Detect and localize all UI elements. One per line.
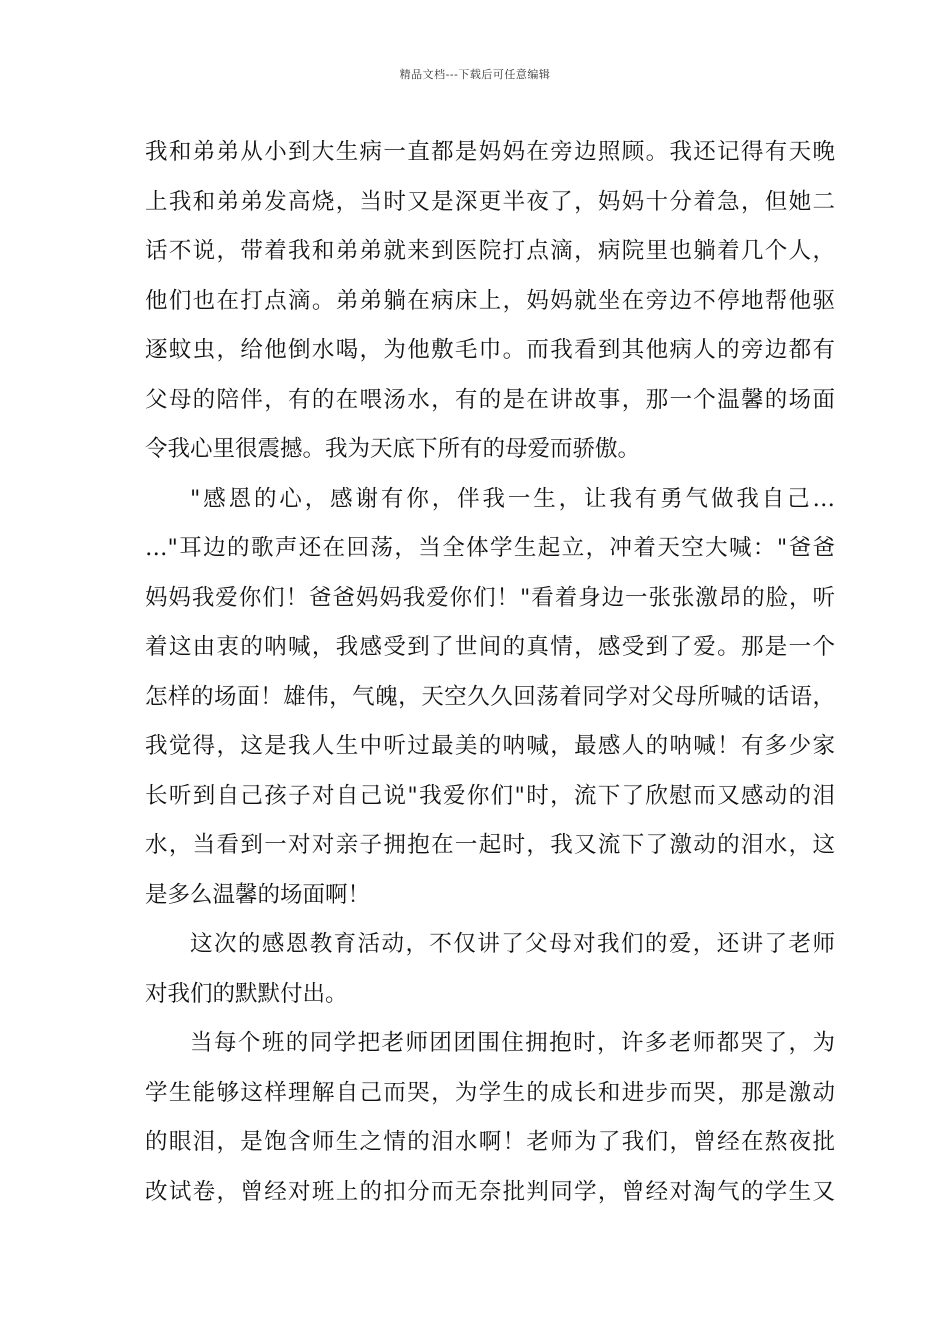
text-line: 水，当看到一对对亲子拥抱在一起时，我又流下了激动的泪水，这: [145, 832, 835, 858]
text-line: 这次的感恩教育活动，不仅讲了父母对我们的爱，还讲了老师: [190, 931, 835, 957]
text-line: 怎样的场面！雄伟，气魄，天空久久回荡着同学对父母所喊的话语，: [145, 683, 835, 710]
text-line: 改试卷，曾经对班上的扣分而无奈批判同学，曾经对淘气的学生又: [145, 1178, 835, 1205]
text-line: 是多么温馨的场面啊！: [145, 881, 371, 908]
text-line: 的眼泪，是饱含师生之情的泪水啊！老师为了我们，曾经在熬夜批: [145, 1129, 835, 1155]
text-line: 着这由衷的呐喊，我感受到了世间的真情，感受到了爱。那是一个: [145, 634, 835, 660]
paragraph: [145, 920, 835, 1019]
text-line: 当每个班的同学把老师团团围住拥抱时，许多老师都哭了，为: [190, 1030, 835, 1056]
text-line: 长听到自己孩子对自己说"我爱你们"时，流下了欣慰而又感动的泪: [145, 782, 835, 809]
text-line: 上我和弟弟发高烧，当时又是深更半夜了，妈妈十分着急，但她二: [145, 188, 835, 215]
text-line: 他们也在打点滴。弟弟躺在病床上，妈妈就坐在旁边不停地帮他驱: [145, 287, 835, 314]
text-line: 对我们的默默付出。: [145, 980, 348, 1007]
paragraph: [145, 128, 835, 475]
text-line: 父母的陪伴，有的在喂汤水，有的是在讲故事，那一个温馨的场面: [145, 386, 835, 413]
page-header: 精品文档---下载后可任意编辑: [399, 68, 551, 81]
paragraph: [145, 1019, 835, 1217]
text-line: "感恩的心，感谢有你，伴我一生，让我有勇气做我自己…: [190, 485, 835, 512]
text-line: 学生能够这样理解自己而哭，为学生的成长和进步而哭，那是激动: [145, 1079, 835, 1106]
text-line: 我和弟弟从小到大生病一直都是妈妈在旁边照顾。我还记得有天晚: [145, 139, 835, 165]
text-line: 话不说，带着我和弟弟就来到医院打点滴，病院里也躺着几个人，: [145, 238, 835, 264]
text-line: 妈妈我爱你们！爸爸妈妈我爱你们！"看着身边一张张激昂的脸，听: [145, 584, 835, 611]
text-line: 逐蚊虫，给他倒水喝，为他敷毛巾。而我看到其他病人的旁边都有: [145, 337, 835, 363]
text-line: 我觉得，这是我人生中听过最美的呐喊，最感人的呐喊！有多少家: [145, 733, 835, 759]
text-line: 令我心里很震撼。我为天底下所有的母爱而骄傲。: [145, 436, 641, 462]
paragraph: [145, 475, 835, 921]
article-body: [145, 128, 835, 1217]
text-line: …"耳边的歌声还在回荡，当全体学生起立，冲着天空大喊："爸爸: [145, 535, 835, 561]
